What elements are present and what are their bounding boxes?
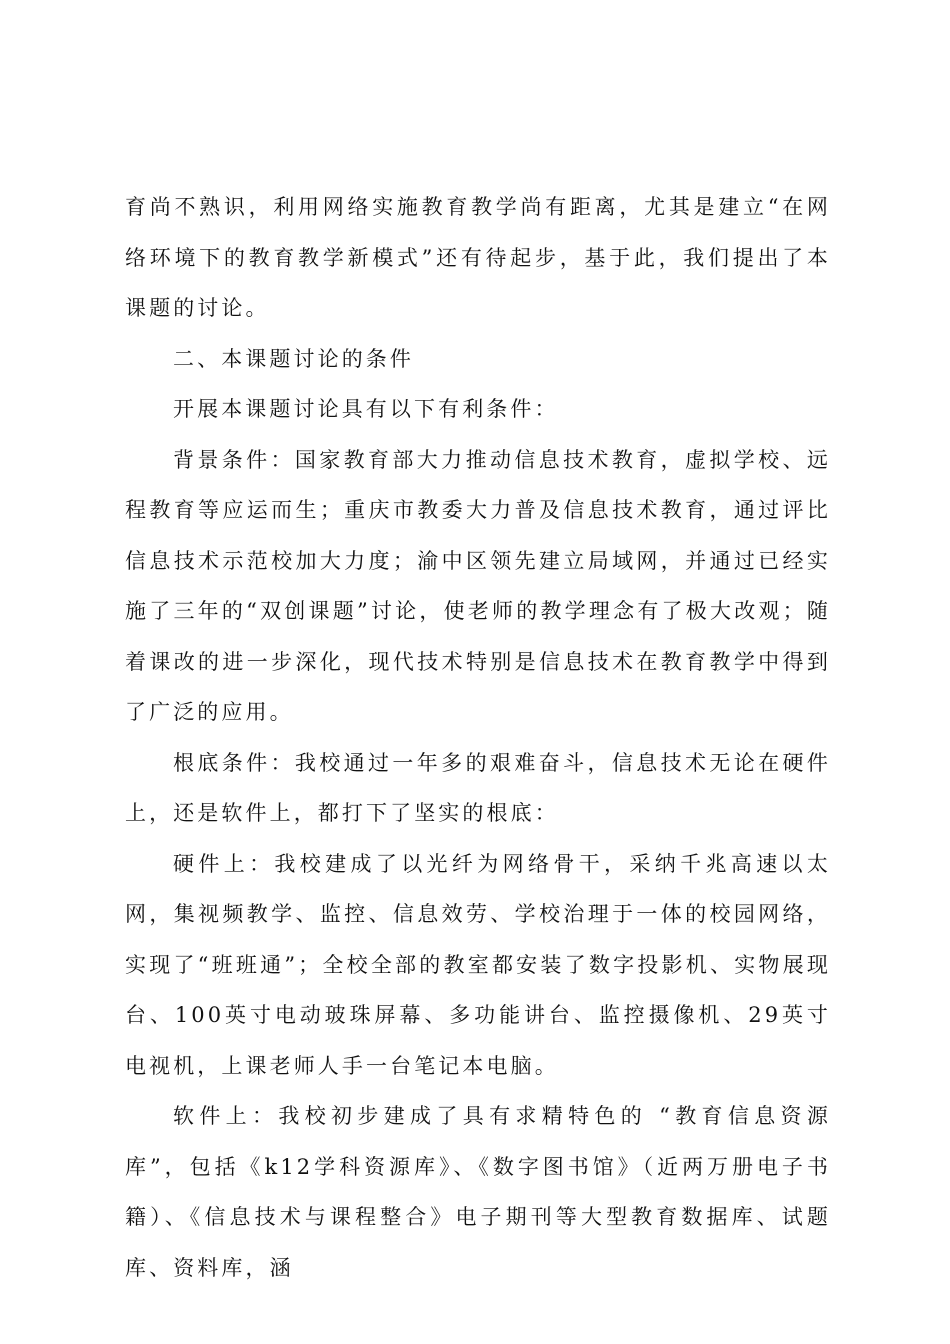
body-paragraph: 育尚不熟识，利用网络实施教育教学尚有距离，尤其是建立“在网络环境下的教育教学新模式”还有待起步，基于此，我们提出了本课题的讨论。	[125, 195, 831, 320]
section-heading: 二、本课题讨论的条件	[173, 346, 414, 371]
body-paragraph: 根底条件：我校通过一年多的艰难奋斗，信息技术无论在硬件上，还是软件上，都打下了坚实的根底：	[125, 750, 831, 825]
body-paragraph: 硬件上：我校建成了以光纤为网络骨干，采纳千兆高速以太网，集视频教学、监控、信息效劳、学校治理于一体的校园网络，实现了“班班通”；全校全部的教室都安装了数字投影机、实物展现台、100英寸电动玻珠屏幕、多功能讲台、监控摄像机、29英寸电视机，上课老师人手一台笔记本电脑。	[125, 851, 831, 1078]
body-paragraph: 背景条件：国家教育部大力推动信息技术教育，虚拟学校、远程教育等应运而生；重庆市教委大力普及信息技术教育，通过评比信息技术示范校加大力度；渝中区领先建立局域网，并通过已经实施了三年的“双创课题”讨论，使老师的教学理念有了极大改观；随着课改的进一步深化，现代技术特别是信息技术在教育教学中得到了广泛的应用。	[125, 447, 831, 724]
document-body	[125, 182, 831, 1293]
body-paragraph: 软件上：我校初步建成了具有求精特色的 “教育信息资源库”，包括《k12学科资源库》、《数字图书馆》（近两万册电子书籍）、《信息技术与课程整合》电子期刊等大型教育数据库、试题库、资料库，涵	[125, 1104, 831, 1280]
body-paragraph: 开展本课题讨论具有以下有利条件：	[173, 397, 559, 421]
